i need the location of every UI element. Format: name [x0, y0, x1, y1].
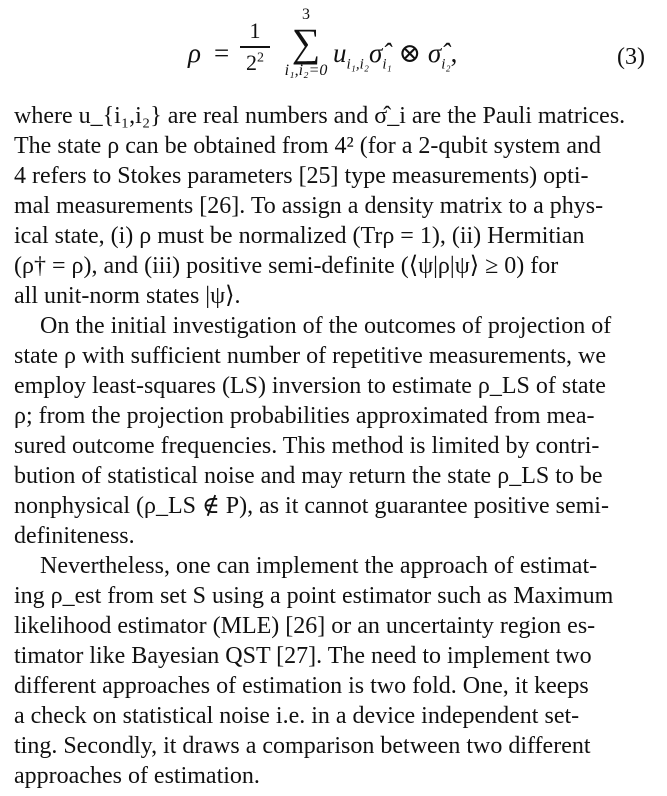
paragraph-line: ρ; from the projection probabilities approximated from mea- [14, 403, 595, 429]
paragraph-line: definiteness. [14, 523, 135, 549]
tensor-product-symbol: ⊗ [398, 38, 422, 68]
paragraph-line: different approaches of estimation is two fold. One, it keeps [14, 673, 589, 699]
equation-3 [0, 6, 667, 96]
equation-fraction [240, 18, 270, 76]
equation-equals: = [214, 38, 230, 68]
paragraph-line: all unit-norm states |ψ⟩. [14, 283, 241, 309]
paragraph-line: where u_{i₁,i₂} are real numbers and σ̂_i are the Pauli matrices. [14, 103, 626, 129]
paragraph-line: approaches of estimation. [14, 763, 260, 789]
sum-symbol: ∑ [291, 20, 321, 65]
paragraph-line: likelihood estimator (MLE) [26] or an uncertainty region es- [14, 613, 596, 639]
pauli-sigma-2: σ̂ [427, 38, 442, 68]
paragraph-1 [14, 101, 654, 311]
equation-number: (3) [617, 44, 645, 70]
paragraph-line: state ρ with sufficient number of repetitive measurements, we [14, 343, 607, 369]
paragraph-line: ing ρ_est from set S using a point estimator such as Maximum [14, 583, 614, 609]
pauli-sigma-2-sub: i₂ [441, 56, 451, 73]
paragraph-line: sured outcome frequencies. This method is limited by contri- [14, 433, 600, 459]
fraction-bar [240, 46, 270, 48]
summand-u-sub: i₁,i₂ [346, 56, 370, 73]
sum-upper-limit: 3 [302, 6, 310, 23]
paragraph-line: On the initial investigation of the outcomes of projection of [40, 313, 612, 339]
paragraph-line: The state ρ can be obtained from 4² (for a 2-qubit system and [14, 133, 601, 159]
paragraph-line: ting. Secondly, it draws a comparison between two different [14, 733, 591, 759]
denominator-exponent: 2 [257, 50, 264, 66]
paragraph-line: bution of statistical noise and may return the state ρ_LS to be [14, 463, 603, 489]
paragraph-line: Nevertheless, one can implement the approach of estimat- [40, 553, 598, 579]
paragraph-line: 4 refers to Stokes parameters [25] type measurements) opti- [14, 163, 589, 189]
fraction-numerator: 1 [249, 18, 261, 43]
fraction-denominator [240, 50, 270, 76]
paragraph-line: nonphysical (ρ_LS ∉ P), as it cannot guarantee positive semi- [14, 493, 609, 519]
pauli-sigma-1-sub: i₁ [382, 56, 392, 73]
paragraph-line: ical state, (i) ρ must be normalized (Trρ = 1), (ii) Hermitian [14, 223, 585, 249]
paragraph-line: mal measurements [26]. To assign a density matrix to a phys- [14, 193, 604, 219]
summand [333, 38, 458, 73]
paragraph-line: timator like Bayesian QST [27]. The need to implement two [14, 643, 592, 669]
denominator-base: 2 [246, 49, 257, 75]
paragraph-3 [14, 551, 654, 791]
summation [276, 6, 336, 80]
paragraph-line: a check on statistical noise i.e. in a device independent set- [14, 703, 580, 729]
pauli-sigma-1: σ̂ [369, 38, 383, 68]
equation-lhs: ρ [188, 38, 201, 68]
paragraph-line: employ least-squares (LS) inversion to estimate ρ_LS of state [14, 373, 606, 399]
paragraph-line: (ρ† = ρ), and (iii) positive semi-definite (⟨ψ|ρ|ψ⟩ ≥ 0) for [14, 253, 559, 279]
sum-lower-limit: i₁,i₂=0 [284, 62, 328, 79]
summand-u: u [333, 38, 347, 68]
equation-trailing-comma: , [450, 38, 458, 68]
paragraph-2 [14, 311, 654, 551]
